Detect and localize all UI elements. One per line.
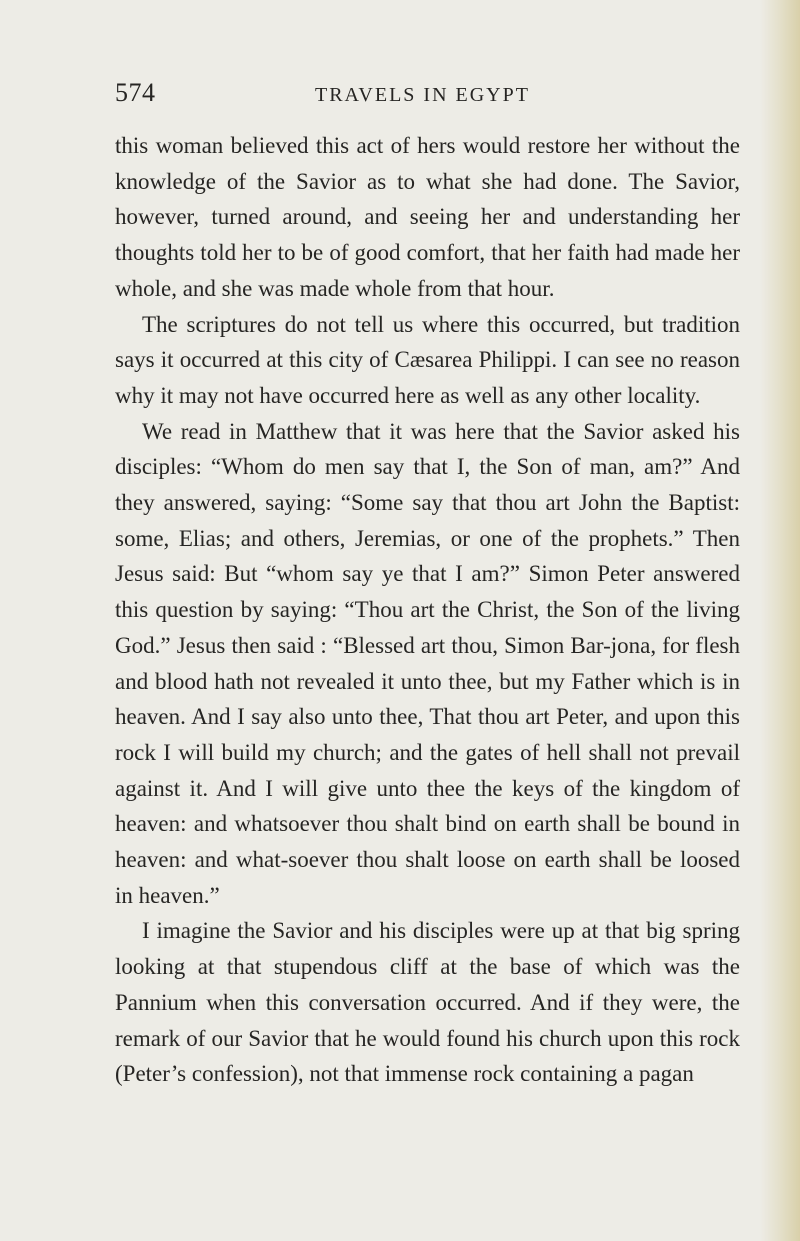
paragraph-matthew: We read in Matthew that it was here that the Savior asked his disciples: “Whom do men say that I, the Son of man, am?” And they answered, saying: “Some say that thou art John the Baptist: some, Elias; and others, Jeremias, or one of the prophets.” Then Jesus said: But “whom say ye that I am?” Simon Peter answered this question by saying: “Thou art the Christ, the Son of the living God.” Jesus then said : “Blessed art thou, Simon Bar-jona, for flesh and blood hath not revealed it unto thee, but my Father which is in heaven. And I say also unto thee, That thou art Peter, and upon this rock I will build my church; and the gates of hell shall not prevail against it. And I will give unto thee the keys of the kingdom of heaven: and whatsoever thou shalt bind on earth shall be bound in heaven: and what-soever thou shalt loose on earth shall be loosed in heaven.” — [115, 418, 740, 908]
running-head: TRAVELS IN EGYPT — [315, 84, 530, 106]
page-header — [115, 78, 735, 118]
body-text — [115, 128, 740, 1092]
paragraph-imagine: I imagine the Savior and his disciples were up at that big spring looking at that stupendous cliff at the base of which was the Pannium when this conversation occurred. And if they were, the remark of our Savior that he would found his church upon this rock (Peter’s confession), not that immense rock containing a pagan — [115, 918, 740, 1087]
paragraph-scriptures: The scriptures do not tell us where this occurred, but tradition says it occurred at this city of Cæsarea Philippi. I can see no reason why it may not have occurred here as well as any other locality. — [115, 311, 740, 408]
paragraph-continuation: this woman believed this act of hers would restore her without the knowledge of the Savior as to what she had done. The Savior, however, turned around, and seeing her and understanding her thoughts told her to be of good comfort, that her faith had made her whole, and she was made whole from that hour. — [115, 133, 740, 301]
page-number: 574 — [115, 78, 156, 107]
